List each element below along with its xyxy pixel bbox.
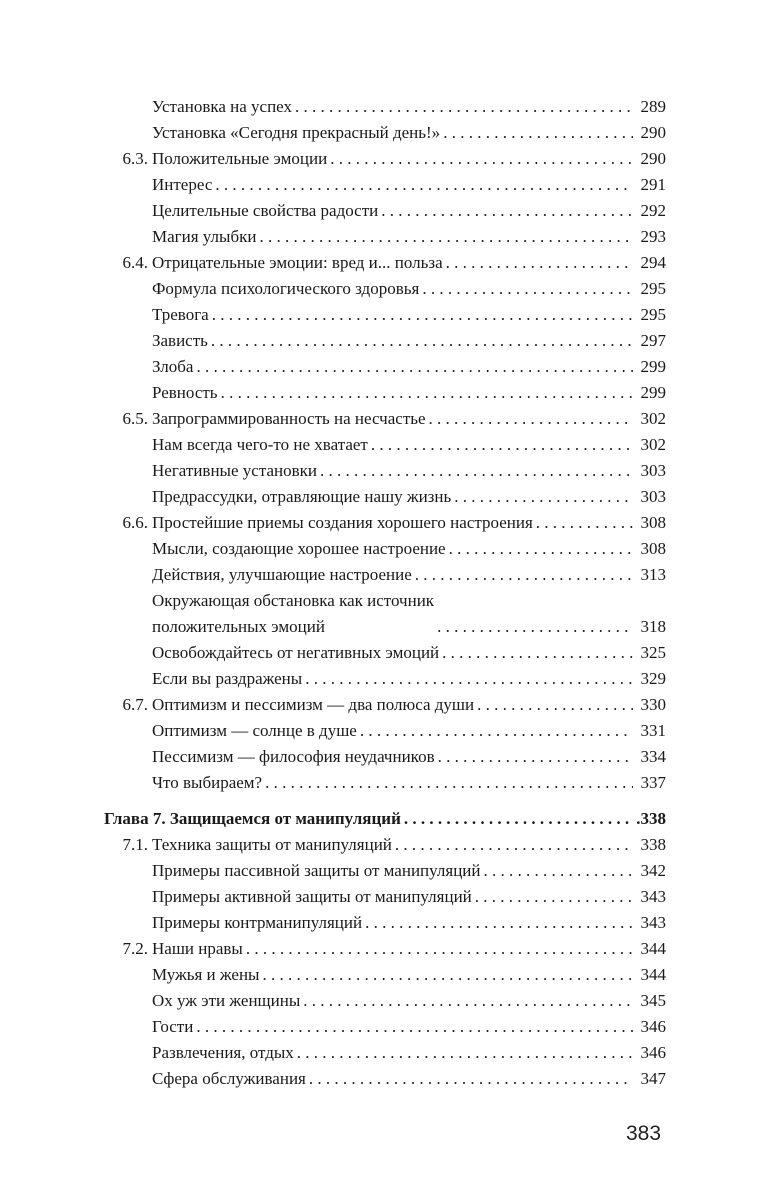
dot-leader <box>475 884 633 910</box>
entry-title: Оптимизм — солнце в душе <box>152 721 357 740</box>
toc-entry <box>104 172 666 198</box>
toc-entry <box>104 276 666 302</box>
entry-page: 345 <box>640 991 666 1010</box>
dot-leader <box>365 910 633 936</box>
entry-page: 302 <box>640 409 666 428</box>
dot-leader <box>305 666 633 692</box>
entry-title: Действия, улучшающие настроение <box>152 565 412 584</box>
entry-page: 308 <box>640 539 666 558</box>
toc-entry <box>104 884 666 910</box>
entry-page: 291 <box>640 175 666 194</box>
dot-leader <box>437 614 633 640</box>
entry-page: 342 <box>640 861 666 880</box>
toc-section-entry <box>104 692 666 718</box>
entry-title: Примеры активной защиты от манипуляций <box>152 887 472 906</box>
section-number: 6.7. <box>122 695 148 714</box>
entry-title: положительных эмоций <box>152 617 325 636</box>
dot-leader <box>449 536 633 562</box>
toc-entry <box>104 1066 666 1092</box>
toc-entry <box>104 224 666 250</box>
section-number: 6.3. <box>122 149 148 168</box>
entry-title: Освобождайтесь от негативных эмоций <box>152 643 440 662</box>
entry-page: 294 <box>640 253 666 272</box>
entry-page: 344 <box>640 965 666 984</box>
entry-title: Техника защиты от манипуляций <box>152 835 392 854</box>
entry-title: Предрассудки, отравляющие нашу жизнь <box>152 487 452 506</box>
section-number: 7.2. <box>122 939 148 958</box>
entry-title: Целительные свойства радости <box>152 201 379 220</box>
entry-page: 295 <box>640 305 666 324</box>
section-number: 6.6. <box>122 513 148 532</box>
entry-title: Положительные эмоции <box>152 149 328 168</box>
table-of-contents <box>104 94 666 1092</box>
entry-title: Примеры контрманипуляций <box>152 913 363 932</box>
dot-leader <box>259 224 633 250</box>
entry-title: Пессимизм — философия неудачников <box>152 747 435 766</box>
dot-leader <box>211 328 633 354</box>
entry-page: 303 <box>640 461 666 480</box>
entry-title: Зависть <box>152 331 208 350</box>
entry-title: Простейшие приемы создания хорошего настроения <box>152 513 533 532</box>
dot-leader <box>212 302 633 328</box>
entry-page: 297 <box>640 331 666 350</box>
entry-title: Мужья и жены <box>152 965 260 984</box>
entry-title: Наши нравы <box>152 939 243 958</box>
dot-leader <box>303 988 633 1014</box>
entry-page: 302 <box>640 435 666 454</box>
dot-leader <box>429 406 633 432</box>
dot-leader <box>246 936 633 962</box>
entry-page: 344 <box>640 939 666 958</box>
entry-title: Глава 7. Защищаемся от манипуляций <box>104 809 401 828</box>
entry-title: Если вы раздражены <box>152 669 303 688</box>
entry-page: 308 <box>640 513 666 532</box>
toc-section-entry <box>104 250 666 276</box>
section-number: 6.5. <box>122 409 148 428</box>
dot-leader <box>484 858 634 884</box>
dot-leader <box>297 1040 633 1066</box>
entry-title: Формула психологического здоровья <box>152 279 420 298</box>
entry-title: Ревность <box>152 383 218 402</box>
toc-entry <box>104 94 666 120</box>
entry-title: Мысли, создающие хорошее настроение <box>152 539 446 558</box>
entry-title: Примеры пассивной защиты от манипуляций <box>152 861 481 880</box>
dot-leader <box>360 718 633 744</box>
section-number: 7.1. <box>122 835 148 854</box>
entry-title: Запрограммированность на несчастье <box>152 409 426 428</box>
entry-title: Отрицательные эмоции: вред и... польза <box>152 253 443 272</box>
entry-title: Негативные установки <box>152 461 317 480</box>
toc-section-entry <box>104 146 666 172</box>
section-number: 6.4. <box>122 253 148 272</box>
entry-page: 290 <box>640 123 666 142</box>
entry-title: Что выбираем? <box>152 773 263 792</box>
entry-page: 295 <box>640 279 666 298</box>
dot-leader <box>381 198 633 224</box>
entry-page: 346 <box>640 1017 666 1036</box>
toc-section-entry <box>104 936 666 962</box>
entry-page: 329 <box>640 669 666 688</box>
entry-title: Злоба <box>152 357 194 376</box>
toc-entry <box>104 562 666 588</box>
toc-section-entry <box>104 510 666 536</box>
entry-page: 331 <box>640 721 666 740</box>
entry-title: Магия улыбки <box>152 227 257 246</box>
entry-title: Установка «Сегодня прекрасный день!» <box>152 123 441 142</box>
dot-leader <box>404 806 633 832</box>
toc-entry <box>104 484 666 510</box>
toc-entry <box>104 640 666 666</box>
toc-entry <box>104 744 666 770</box>
dot-leader <box>262 962 633 988</box>
dot-leader <box>309 1066 633 1092</box>
toc-entry <box>104 536 666 562</box>
dot-leader <box>215 172 633 198</box>
entry-page: 347 <box>640 1069 666 1088</box>
page-number: 383 <box>626 1122 662 1145</box>
toc-entry <box>104 1014 666 1040</box>
dot-leader <box>265 770 633 796</box>
entry-page: 289 <box>640 97 666 116</box>
entry-title: Интерес <box>152 175 213 194</box>
toc-entry <box>104 858 666 884</box>
entry-page: 337 <box>640 773 666 792</box>
dot-leader <box>320 458 633 484</box>
toc-entry <box>104 198 666 224</box>
toc-chapter-heading <box>104 806 666 832</box>
entry-page: 343 <box>640 887 666 906</box>
toc-entry <box>104 988 666 1014</box>
entry-page: 313 <box>640 565 666 584</box>
entry-page: 299 <box>640 383 666 402</box>
entry-page: 292 <box>640 201 666 220</box>
dot-leader <box>442 640 633 666</box>
dot-leader <box>295 94 633 120</box>
entry-title: Развлечения, отдых <box>152 1043 294 1062</box>
entry-page: 343 <box>640 913 666 932</box>
toc-entry <box>104 588 666 640</box>
entry-title-line: Окружающая обстановка как источник <box>152 591 435 610</box>
entry-page: 330 <box>640 695 666 714</box>
entry-page: 318 <box>640 617 666 636</box>
dot-leader <box>196 354 633 380</box>
toc-entry <box>104 770 666 796</box>
toc-entry <box>104 380 666 406</box>
entry-page: 325 <box>640 643 666 662</box>
toc-entry <box>104 910 666 936</box>
entry-page: .338 <box>636 809 666 828</box>
dot-leader <box>536 510 633 536</box>
toc-entry <box>104 666 666 692</box>
entry-title: Нам всегда чего-то не хватает <box>152 435 368 454</box>
toc-entry <box>104 962 666 988</box>
toc-section-entry <box>104 832 666 858</box>
toc-entry <box>104 432 666 458</box>
dot-leader <box>395 832 633 858</box>
entry-title: Ох уж эти женщины <box>152 991 301 1010</box>
entry-page: 303 <box>640 487 666 506</box>
entry-title: Тревога <box>152 305 209 324</box>
dot-leader <box>446 250 633 276</box>
entry-page: 293 <box>640 227 666 246</box>
dot-leader <box>443 120 633 146</box>
entry-title: Сфера обслуживания <box>152 1069 306 1088</box>
entry-page: 299 <box>640 357 666 376</box>
dot-leader <box>438 744 633 770</box>
dot-leader <box>330 146 633 172</box>
toc-entry <box>104 354 666 380</box>
dot-leader <box>221 380 633 406</box>
dot-leader <box>371 432 633 458</box>
entry-page: 290 <box>640 149 666 168</box>
toc-entry <box>104 718 666 744</box>
entry-title: Установка на успех <box>152 97 293 116</box>
dot-leader <box>415 562 633 588</box>
dot-leader <box>454 484 633 510</box>
toc-entry <box>104 120 666 146</box>
entry-page: 346 <box>640 1043 666 1062</box>
entry-page: 334 <box>640 747 666 766</box>
entry-title: Оптимизм и пессимизм — два полюса души <box>152 695 475 714</box>
entry-page: 338 <box>640 835 666 854</box>
toc-entry <box>104 1040 666 1066</box>
dot-leader <box>196 1014 633 1040</box>
toc-entry <box>104 302 666 328</box>
toc-entry <box>104 328 666 354</box>
toc-entry <box>104 458 666 484</box>
toc-section-entry <box>104 406 666 432</box>
dot-leader <box>422 276 633 302</box>
dot-leader <box>477 692 633 718</box>
entry-title: Гости <box>152 1017 194 1036</box>
